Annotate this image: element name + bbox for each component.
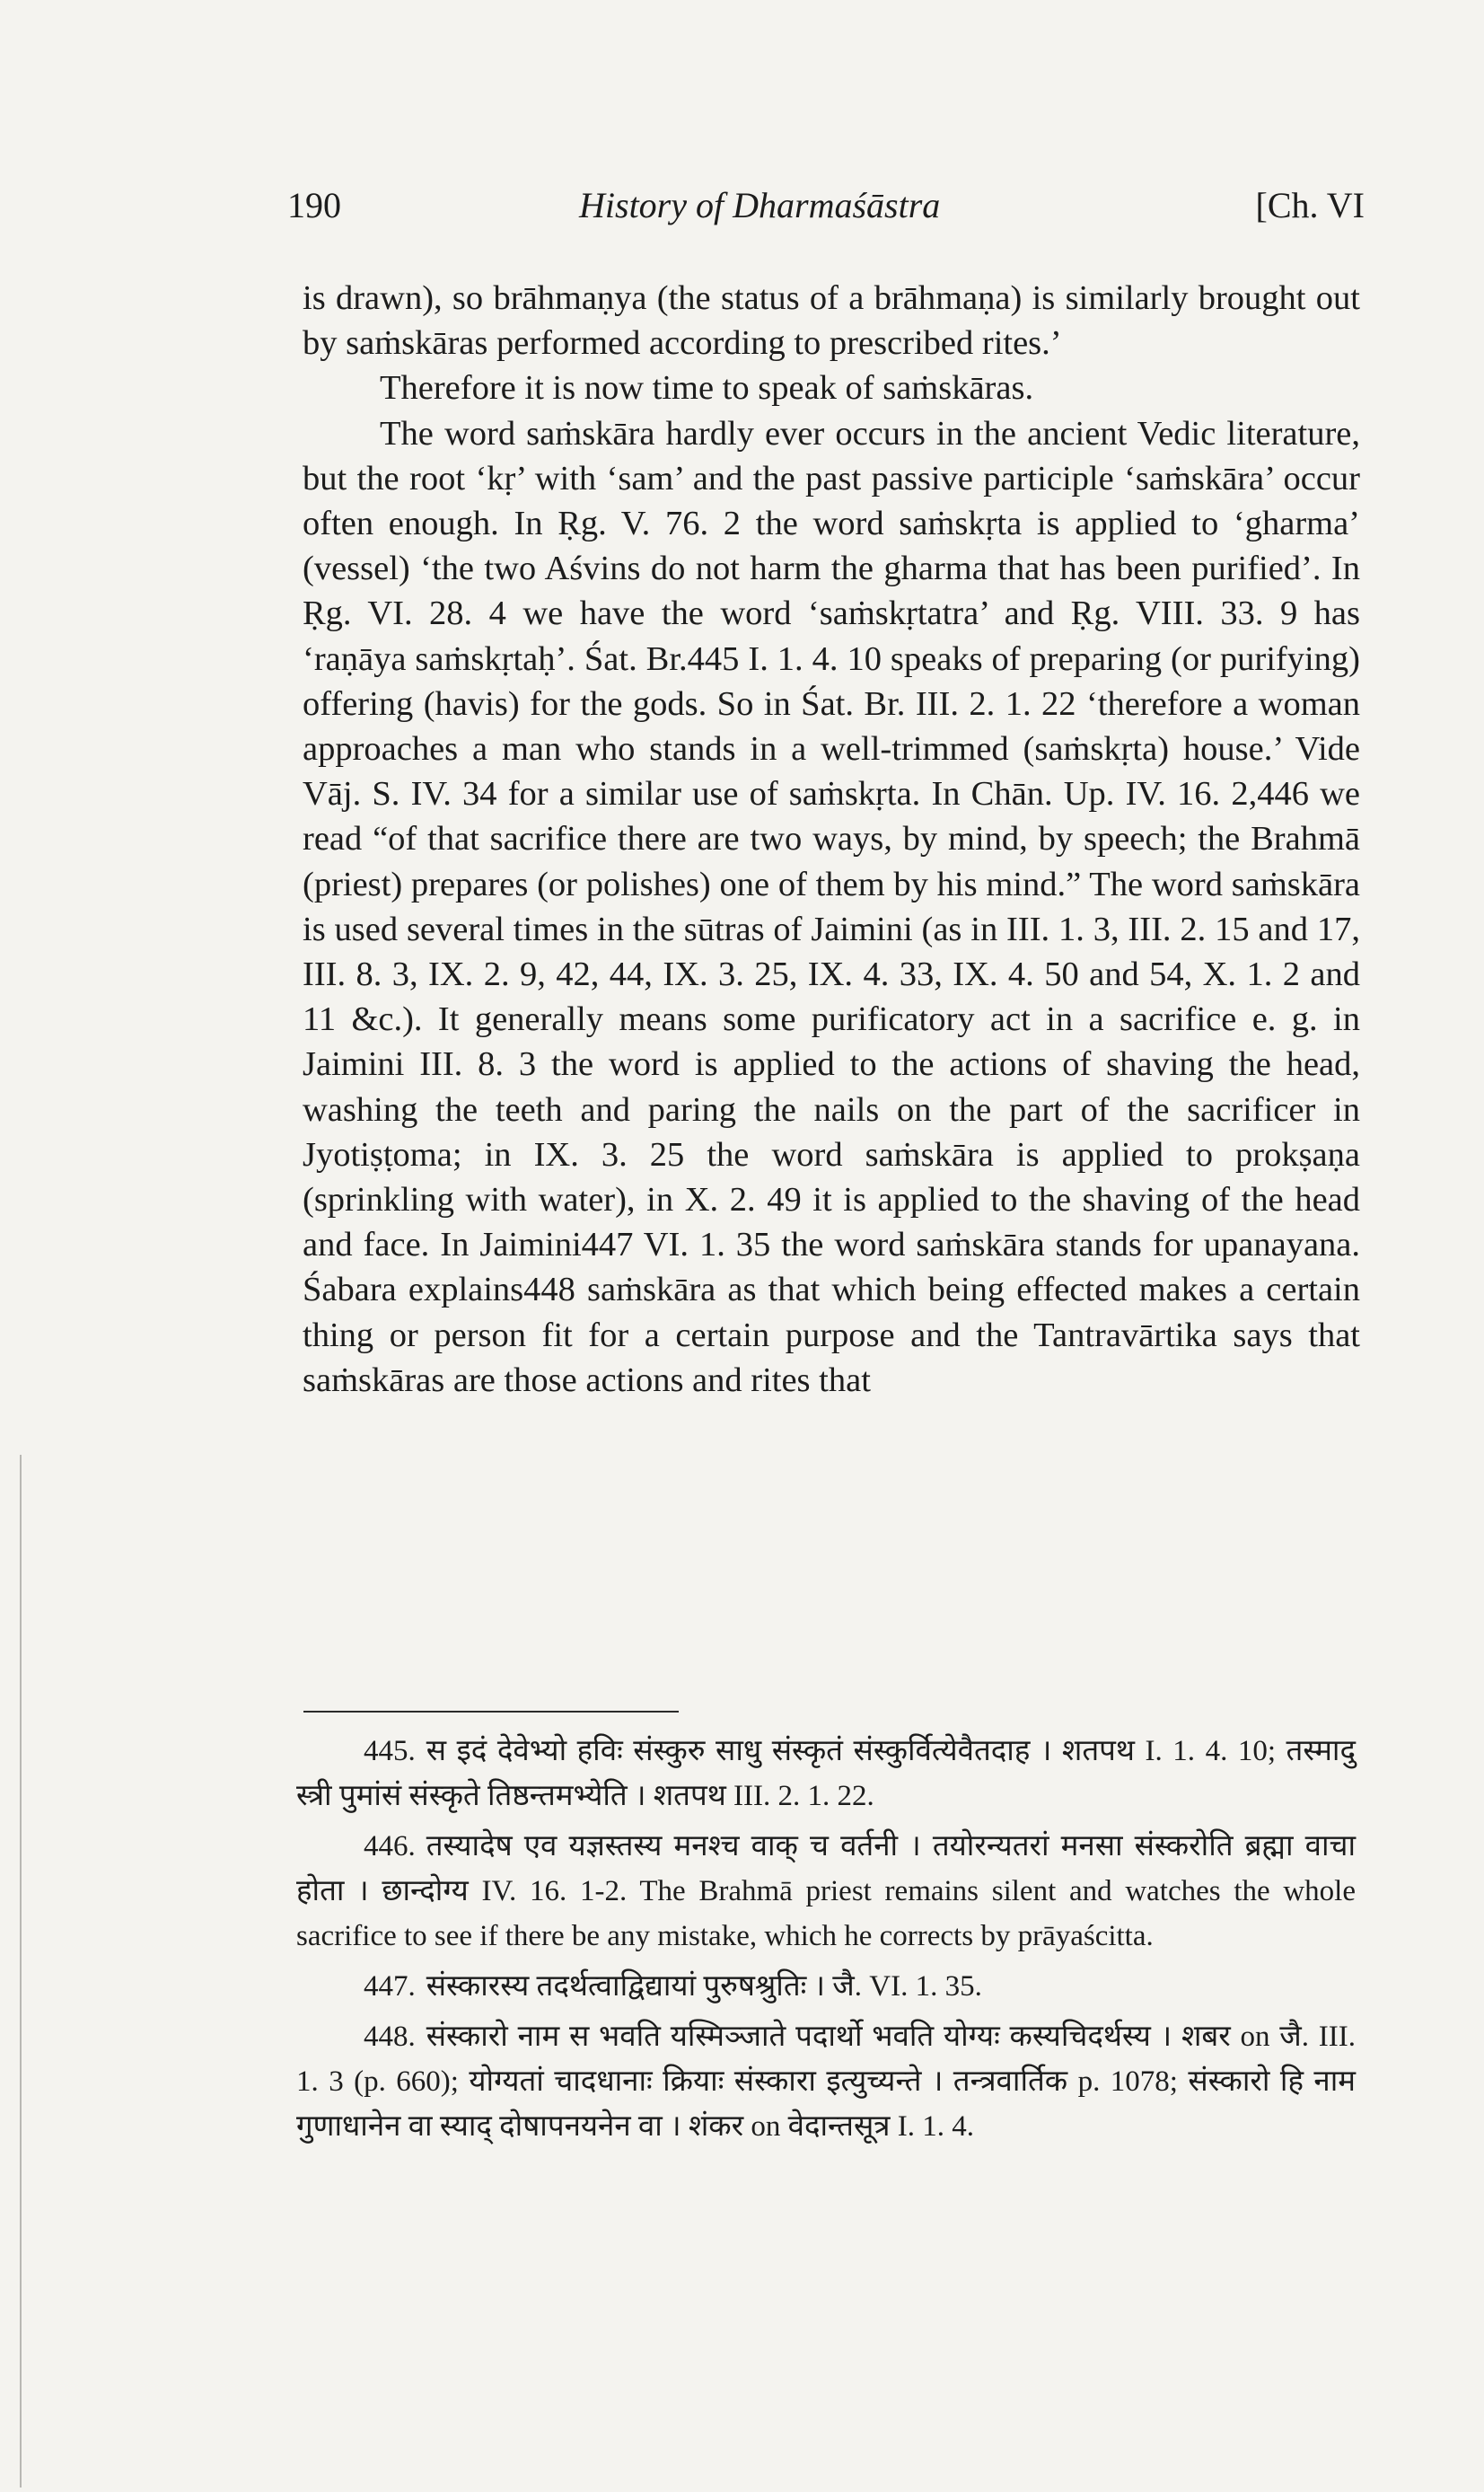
- footnotes: [296, 1729, 1356, 2154]
- chapter-label: [Ch. VI: [1255, 185, 1365, 225]
- paragraph-continuation: is drawn), so brāhmaṇya (the status of a brāhmaṇa) is similarly brought out by saṁskāras performed according to prescribed rites.’: [303, 279, 1360, 363]
- running-title: History of Dharmaśāstra: [579, 185, 941, 225]
- running-header: [287, 184, 1365, 238]
- footnote-text: संस्कारस्य तदर्थत्वाद्विद्यायां पुरुषश्रुतिः । जै. VI. 1. 35.: [426, 1970, 982, 2003]
- footnote-text: स इदं देवेभ्यो हविः संस्कुरु साधु संस्कृतं संस्कुर्वित्येवैतदाह । शतपथ I. 1. 4. 10; तस्मादु स्त्री पुमांसं संस्कृते तिष्ठन्तमभ्येति । शतपथ III. 2. 1. 22.: [296, 1735, 1356, 1812]
- footnote-448: [296, 2014, 1356, 2149]
- main-text: [303, 276, 1360, 1403]
- footnote-text: संस्कारो नाम स भवति यस्मिञ्जाते पदार्थो भवति योग्यः कस्यचिदर्थस्य । शबर on जै. III. 1. 3 (p. 660); योग्यतां चादधानाः क्रियाः संस्कारा इत्युच्यन्ते । तन्त्रवार्तिक p. 1078; संस्कारो हि नाम गुणाधानेन वा स्याद् दोषापनयनेन वा । शंकर on वेदान्तसूत्र I. 1. 4.: [296, 2021, 1356, 2143]
- footnote-number: 447.: [364, 1970, 416, 2003]
- footnote-445: [296, 1729, 1356, 1818]
- paragraph-transition: Therefore it is now time to speak of saṁskāras.: [380, 369, 1034, 408]
- footnote-number: 445.: [364, 1735, 416, 1767]
- footnote-447: [296, 1964, 1356, 2009]
- footnote-separator: [303, 1711, 679, 1713]
- footnote-number: 446.: [364, 1830, 416, 1862]
- page-number: 190: [287, 185, 341, 225]
- paragraph-samskara-word: The word saṁskāra hardly ever occurs in the ancient Vedic literature, but the root ‘kṛ’ with ‘sam’ and the past passive participle ‘saṁskāra’ occur often enough. In Ṛg. V. 76. 2 the word saṁskṛta is applied to ‘gharma’ (vessel) ‘the two Aśvins do not harm the gharma that has been purified’. In Ṛg. VI. 28. 4 we have the word ‘saṁskṛtatra’ and Ṛg. VIII. 33. 9 has ‘raṇāya saṁskṛtaḥ’. Śat. Br.445 I. 1. 4. 10 speaks of preparing (or purifying) offering (havis) for the gods. So in Śat. Br. III. 2. 1. 22 ‘therefore a woman approaches a man who stands in a well-trimmed (saṁskṛta) house.’ Vide Vāj. S. IV. 34 for a similar use of saṁskṛta. In Chān. Up. IV. 16. 2,446 we read “of that sacrifice there are two ways, by mind, by speech; the Brahmā (priest) prepares (or polishes) one of them by his mind.” The word saṁskāra is used several times in the sūtras of Jaimini (as in III. 1. 3, III. 2. 15 and 17, III. 8. 3, IX. 2. 9, 42, 44, IX. 3. 25, IX. 4. 33, IX. 4. 50 and 54, X. 1. 2 and 11 &c.). It generally means some purificatory act in a sacrifice e. g. in Jaimini III. 8. 3 the word is applied to the actions of shaving the head, washing the teeth and paring the nails on the part of the sacrificer in Jyotiṣṭoma; in IX. 3. 25 the word saṁskāra is applied to prokṣaṇa (sprinkling with water), in X. 2. 49 it is applied to the shaving of the head and face. In Jaimini447 VI. 1. 35 the word saṁskāra stands for upanayana. Śabara explains448 saṁskāra as that which being effected makes a certain thing or person fit for a certain purpose and the Tantravārtika says that saṁskāras are those actions and rites that: [303, 414, 1360, 1399]
- footnote-446: [296, 1824, 1356, 1959]
- footnote-text: तस्यादेष एव यज्ञस्तस्य मनश्च वाक् च वर्तनी । तयोरन्यतरां मनसा संस्करोति ब्रह्मा वाचा होता । छान्दोग्य IV. 16. 1-2. The Brahmā priest remains silent and watches the whole sacrifice to see if there be any mistake, which he corrects by prāyaścitta.: [296, 1830, 1356, 1952]
- footnote-number: 448.: [364, 2021, 416, 2053]
- binding-margin-line: [20, 1455, 22, 2488]
